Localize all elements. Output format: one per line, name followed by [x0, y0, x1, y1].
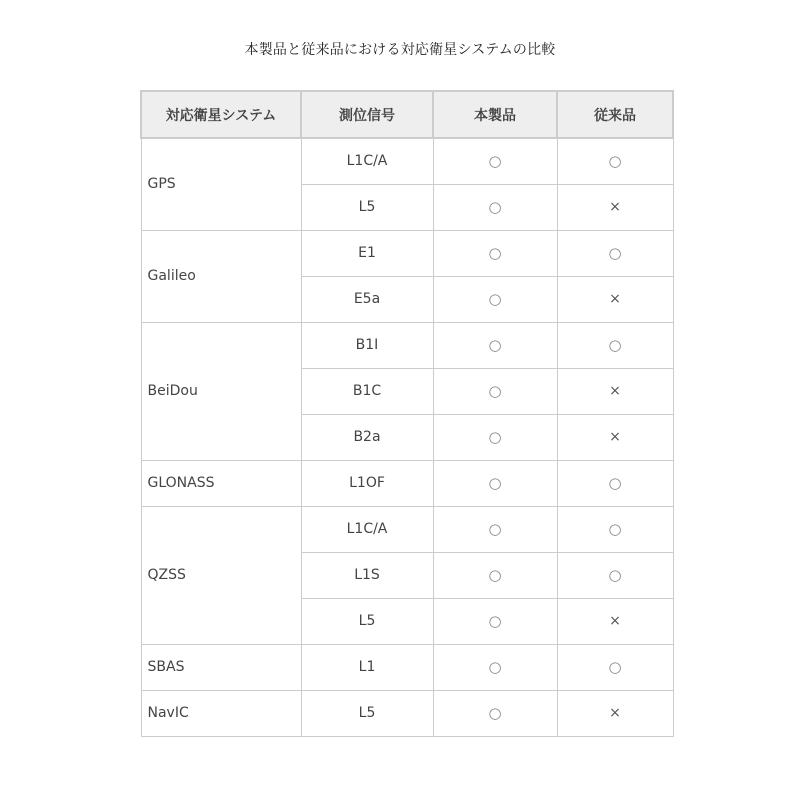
circle-mark: ○ — [608, 152, 622, 171]
circle-mark: ○ — [488, 474, 502, 492]
table-row — [141, 230, 673, 276]
this-product-cell — [433, 322, 557, 368]
system-cell: GLONASS — [141, 460, 301, 506]
system-cell: SBAS — [141, 644, 301, 690]
this-product-cell — [433, 414, 557, 460]
table-row — [141, 644, 673, 690]
previous-product-cell — [557, 276, 673, 322]
circle-mark: ○ — [488, 290, 502, 308]
signal-cell: L1C/A — [301, 138, 433, 184]
this-product-cell — [433, 230, 557, 276]
circle-mark: ○ — [488, 658, 502, 676]
signal-cell: L1 — [301, 644, 433, 690]
circle-mark: ○ — [608, 244, 622, 262]
previous-product-cell — [557, 414, 673, 460]
signal-cell: B1C — [301, 368, 433, 414]
previous-product-cell — [557, 184, 673, 230]
signal-cell: L5 — [301, 184, 433, 230]
this-product-cell — [433, 276, 557, 322]
signal-cell: L1OF — [301, 460, 433, 506]
system-cell: QZSS — [141, 506, 301, 644]
circle-mark: ○ — [608, 658, 622, 676]
circle-mark: ○ — [488, 428, 502, 446]
signal-cell: L1S — [301, 552, 433, 598]
previous-product-cell — [557, 322, 673, 368]
comparison-table — [140, 90, 674, 737]
circle-mark: ○ — [488, 612, 502, 630]
system-cell: NavIC — [141, 690, 301, 736]
cross-mark: × — [609, 429, 621, 445]
this-product-cell — [433, 598, 557, 644]
circle-mark: ○ — [488, 244, 502, 262]
signal-cell: L5 — [301, 598, 433, 644]
previous-product-cell — [557, 506, 673, 552]
this-product-cell — [433, 690, 557, 736]
circle-mark: ○ — [488, 336, 502, 354]
this-product-cell — [433, 184, 557, 230]
this-product-cell — [433, 644, 557, 690]
circle-mark: ○ — [488, 382, 502, 400]
circle-mark: ○ — [608, 336, 622, 354]
circle-mark: ○ — [488, 566, 502, 584]
circle-mark: ○ — [488, 520, 502, 538]
previous-product-cell — [557, 368, 673, 414]
table-header-row — [141, 91, 673, 138]
signal-cell: E1 — [301, 230, 433, 276]
table-row — [141, 138, 673, 184]
previous-product-cell — [557, 690, 673, 736]
circle-mark: ○ — [608, 520, 622, 538]
header-signal: 測位信号 — [301, 91, 433, 138]
previous-product-cell — [557, 644, 673, 690]
signal-cell: E5a — [301, 276, 433, 322]
this-product-cell — [433, 552, 557, 598]
previous-product-cell — [557, 138, 673, 184]
circle-mark: ○ — [488, 704, 502, 722]
previous-product-cell — [557, 552, 673, 598]
signal-cell: L1C/A — [301, 506, 433, 552]
header-this-product: 本製品 — [433, 91, 557, 138]
this-product-cell — [433, 138, 557, 184]
cross-mark: × — [609, 705, 621, 721]
circle-mark: ○ — [608, 566, 622, 584]
circle-mark: ○ — [608, 474, 622, 492]
system-cell: GPS — [141, 138, 301, 230]
previous-product-cell — [557, 230, 673, 276]
circle-mark: ○ — [488, 198, 502, 216]
circle-mark: ○ — [488, 152, 502, 171]
system-cell: BeiDou — [141, 322, 301, 460]
this-product-cell — [433, 368, 557, 414]
signal-cell: L5 — [301, 690, 433, 736]
table-row — [141, 460, 673, 506]
table-row — [141, 506, 673, 552]
this-product-cell — [433, 506, 557, 552]
page-title: 本製品と従来品における対応衛星システムの比較 — [244, 42, 556, 58]
cross-mark: × — [609, 613, 621, 629]
table-row — [141, 322, 673, 368]
signal-cell: B1I — [301, 322, 433, 368]
table-row — [141, 690, 673, 736]
cross-mark: × — [609, 291, 621, 307]
previous-product-cell — [557, 598, 673, 644]
header-previous-product: 従来品 — [557, 91, 673, 138]
previous-product-cell — [557, 460, 673, 506]
cross-mark: × — [609, 383, 621, 399]
signal-cell: B2a — [301, 414, 433, 460]
header-system: 対応衛星システム — [141, 91, 301, 138]
this-product-cell — [433, 460, 557, 506]
system-cell: Galileo — [141, 230, 301, 322]
cross-mark: × — [609, 199, 621, 215]
